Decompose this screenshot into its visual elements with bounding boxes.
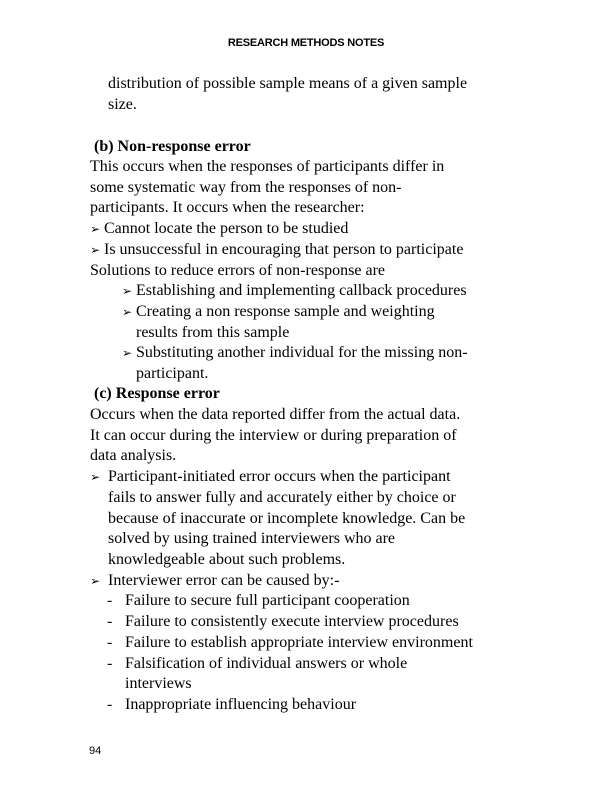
bullet-item: ➢ Participant-initiated error occurs when the participant: [90, 468, 451, 485]
text-line: solved by using trained interviewers who are: [108, 530, 396, 547]
dash-item: - Failure to secure full participant cooperation: [107, 592, 410, 609]
dash-item: - Failure to establish appropriate interview environment: [107, 634, 473, 651]
dash-item: - Failure to consistently execute interview procedures: [107, 613, 459, 630]
text-line: It can occur during the interview or during preparation of: [90, 427, 457, 444]
bullet-item: ➢ Creating a non response sample and weighting: [122, 303, 435, 320]
text-line: size.: [108, 96, 137, 113]
text-line: some systematic way from the responses of non-: [90, 179, 402, 196]
text-line: distribution of possible sample means of a given sample: [108, 75, 468, 92]
arrow-bullet-icon: ➢: [90, 574, 101, 588]
dash-item: - Falsification of individual answers or whole: [107, 655, 408, 672]
arrow-bullet-icon: ➢: [122, 284, 133, 298]
text-line: Occurs when the data reported differ from the actual data.: [90, 406, 461, 423]
text-line: Solutions to reduce errors of non-response are: [90, 262, 386, 279]
arrow-bullet-icon: ➢: [90, 470, 101, 484]
bullet-item: ➢ Interviewer error can be caused by:-: [90, 572, 340, 589]
text-line: interviews: [125, 675, 192, 692]
text-line: because of inaccurate or incomplete knowledge. Can be: [108, 510, 466, 527]
arrow-bullet-icon: ➢: [122, 346, 133, 360]
bullet-item: ➢ Substituting another individual for the missing non-: [122, 344, 468, 361]
section-heading-nonresponse: (b) Non-response error: [94, 138, 251, 155]
text-line: fails to answer fully and accurately either by choice or: [108, 489, 456, 506]
text-line: results from this sample: [136, 324, 290, 341]
section-heading-response: (c) Response error: [94, 385, 220, 402]
page-number: 94: [89, 745, 102, 757]
dash-item: - Inappropriate influencing behaviour: [107, 696, 357, 713]
bullet-item: ➢ Cannot locate the person to be studied: [90, 220, 349, 237]
text-line: participants. It occurs when the researcher:: [90, 199, 365, 216]
arrow-bullet-icon: ➢: [90, 222, 101, 236]
text-line: participant.: [136, 365, 209, 382]
running-header: RESEARCH METHODS NOTES: [227, 37, 385, 49]
text-line: knowledgeable about such problems.: [108, 551, 346, 568]
bullet-item: ➢ Establishing and implementing callback procedures: [122, 282, 467, 299]
arrow-bullet-icon: ➢: [122, 305, 133, 319]
text-line: data analysis.: [90, 447, 177, 464]
text-line: This occurs when the responses of participants differ in: [90, 158, 445, 175]
arrow-bullet-icon: ➢: [90, 243, 101, 257]
bullet-item: ➢ Is unsuccessful in encouraging that person to participate: [90, 241, 464, 258]
